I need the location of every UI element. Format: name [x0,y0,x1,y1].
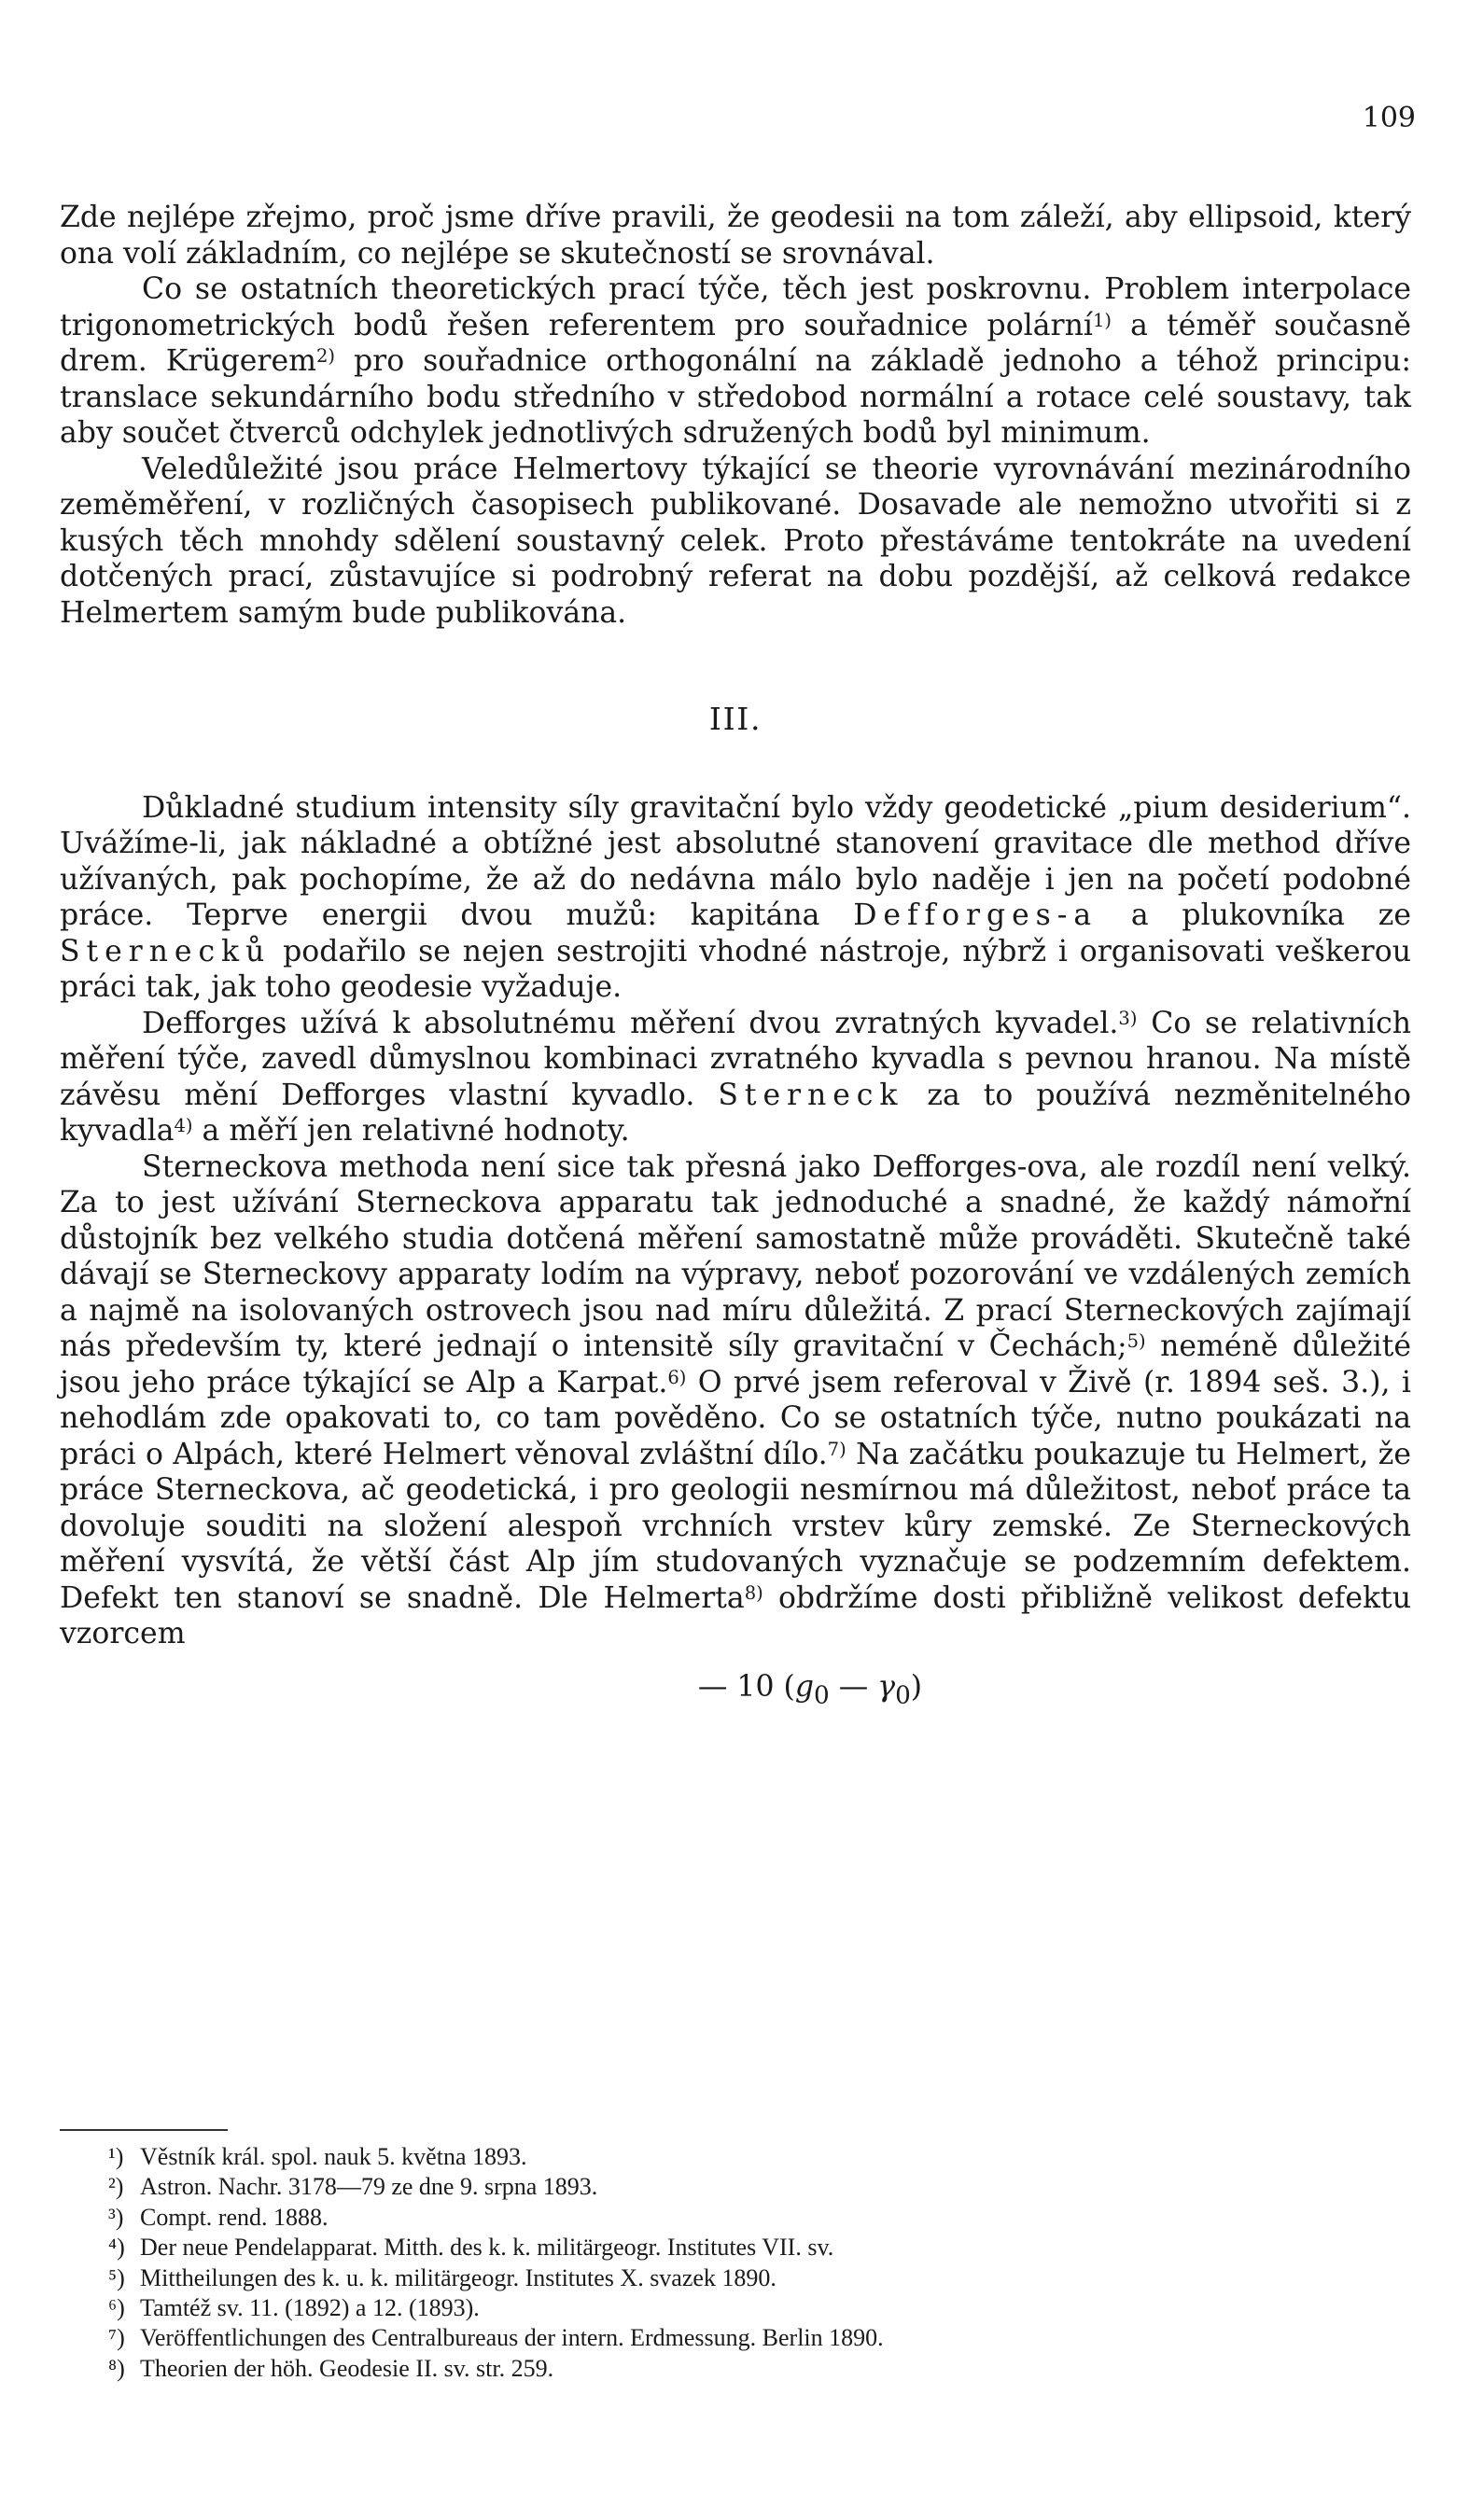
text: O prvé jsem referoval v Živě (r. 1894 seš. 3.), i nehodlám zde opakovati to, co tam pověděno. Co se ostatních týče, nutno poukázati na práci o Alpách, které Helmert věnoval zvláštní dílo. [60,1365,1411,1471]
text: podařilo se nejen sestrojiti vhodné nástroje, nýbrž i organisovati veškerou práci tak, jak toho geodesie vyžaduje. [60,934,1411,1004]
text: a plukovníka ze [1130,898,1412,932]
text: Co se relativních měření týče, zavedl důmyslnou kombinaci zvratného kyvadla s pevnou hranou. Na místě závěsu mění Defforges vlastní kyvadlo. [60,1006,1411,1112]
footnote-ref-2[interactable]: 2) [315,345,336,368]
name-sterneck: Sternecků [60,934,272,968]
footnote-4: ⁴) Der neue Pendelapparat. Mitth. des k. k. militärgeogr. Institutes VII. sv. [108,2234,834,2262]
text: Defforges užívá k absolutnému měření dvou zvratných kyvadel. [142,1006,1119,1040]
text: obdržíme dosti přibližně velikost defektu vzorcem [60,1580,1412,1650]
body-text [60,200,1411,1713]
text: a téměř současně drem. Krügerem [60,308,1411,378]
footnote-ref-6[interactable]: 6) [667,1366,687,1388]
text: za to používá nezměnitelného kyvadla [60,1078,1412,1148]
footnote-6: ⁶) Tamtéž sv. 11. (1892) a 12. (1893). [108,2294,480,2322]
paragraph-2 [60,271,1411,452]
text: a měří jen relativné hodnoty. [202,1114,630,1148]
paragraph-5 [60,1006,1411,1149]
paragraph-4 [60,790,1411,1006]
text: neméně důležité jsou jeho práce týkající se Alp a Karpat. [60,1330,1411,1399]
paragraph-6 [60,1149,1411,1652]
footnote-ref-1[interactable]: 1) [1092,309,1112,331]
footnote-7: ⁷) Veröffentlichungen des Centralbureaus der intern. Erdmessung. Berlin 1890. [108,2324,884,2352]
footnotes [108,2142,1409,2384]
footnote-ref-7[interactable]: 7) [827,1438,846,1460]
footnote-ref-4[interactable]: 4) [174,1115,193,1137]
text: Na začátku poukazuje tu Helmert, že práce Sterneckova, ač geodetická, i pro geologii nesmírnou má důležitost, neboť práce ta dovoluje souditi na složení alespoň vrchních vrstev kůry zemské. Ze Sterneckových měření vysvítá, že větší část Alp jím studovaných vyznačuje se podzemním defektem. Defekt ten stanoví se snadně. Dle Helmerta [60,1437,1411,1615]
section-heading: III. [708,701,762,737]
footnote-ref-5[interactable]: 5) [1126,1330,1146,1353]
footnote-3: ³) Compt. rend. 1888. [108,2203,329,2231]
text: pro souřadnice orthogonální na základě jednoho a téhož principu: translace sekundárního bodu středního v středobod normální a rotace celé soustavy, tak aby součet čtverců odchylek jednotlivých sdružených bodů byl minimum. [60,344,1412,450]
formula: — 10 ($g_0$ — $\gamma_0$) [697,1669,923,1709]
footnote-2: ²) Astron. Nachr. 3178—79 ze dne 9. srpna 1893. [108,2173,598,2201]
footnote-8: ⁸) Theorien der höh. Geodesie II. sv. str. 259. [108,2354,554,2382]
text: Veledůležité jsou práce Helmertovy týkající se theorie vyrovnávání mezinárodního zeměměření, v rozličných časopisech publikované. Dosavade ale nemožno utvořiti si z kusých těch mnohdy sdělení soustavný celek. Proto přestáváme tentokráte na uvedení dotčených prací, zůstavujíce si podrobný referat na dobu pozdější, až celková redakce Helmertem samým bude publikována. [60,452,1411,630]
paragraph-3 [60,452,1411,632]
footnote-1: ¹) Věstník král. spol. nauk 5. května 1893. [108,2143,527,2170]
footnote-5: ⁵) Mittheilungen des k. u. k. militärgeogr. Institutes X. svazek 1890. [108,2263,776,2291]
text: Sterneckova methoda není sice tak přesná jako Defforges-ova, ale rozdíl není velký. Za to jest užívání Sterneckova apparatu tak jednoduché a snadné, že každý námořní důstojník bez velkého studia dotčená měření samostatně může prováděti. Skutečně také dávají se Sterneckovy apparaty lodím na výpravy, neboť pozorování ve vzdálených zemích a najmě na isolovaných ostrovech jsou nad míru důležitá. Z prací Sterneckových zajímají nás především ty, které jednají o intensitě síly gravitační v Čechách; [60,1149,1411,1363]
footnote-ref-8[interactable]: 8) [744,1581,763,1604]
footnote-ref-3[interactable]: 3) [1118,1007,1138,1029]
footnote-divider [60,2129,228,2131]
page-number: 109 [1362,102,1416,134]
text: Důkladné studium intensity síly gravitační bylo vždy geodetické „pium desiderium“. Uvážíme-li, jak nákladné a obtížné jest absolutné stanovení gravitace dle method dříve užívaných, pak pochopíme, že až do nedávna málo bylo naděje i jen na početí podobné práce. Teprve energii dvou mužů: kapitána [60,790,1411,932]
paragraph-1 [60,200,1411,271]
name-defforges: Defforges-a [853,898,1098,932]
paragraph-1-text: Zde nejlépe zřejmo, proč jsme dříve pravili, že geodesii na tom záleží, aby ellipsoid, který ona volí základním, co nejlépe se skutečností se srovnával. [60,201,1411,271]
text: Co se ostatních theoretických prací týče, těch jest poskrovnu. Problem interpolace trigonometrických bodů řešen referentem pro souřadnice polární [60,272,1411,342]
name-sterneck: Sterneck [718,1078,904,1112]
